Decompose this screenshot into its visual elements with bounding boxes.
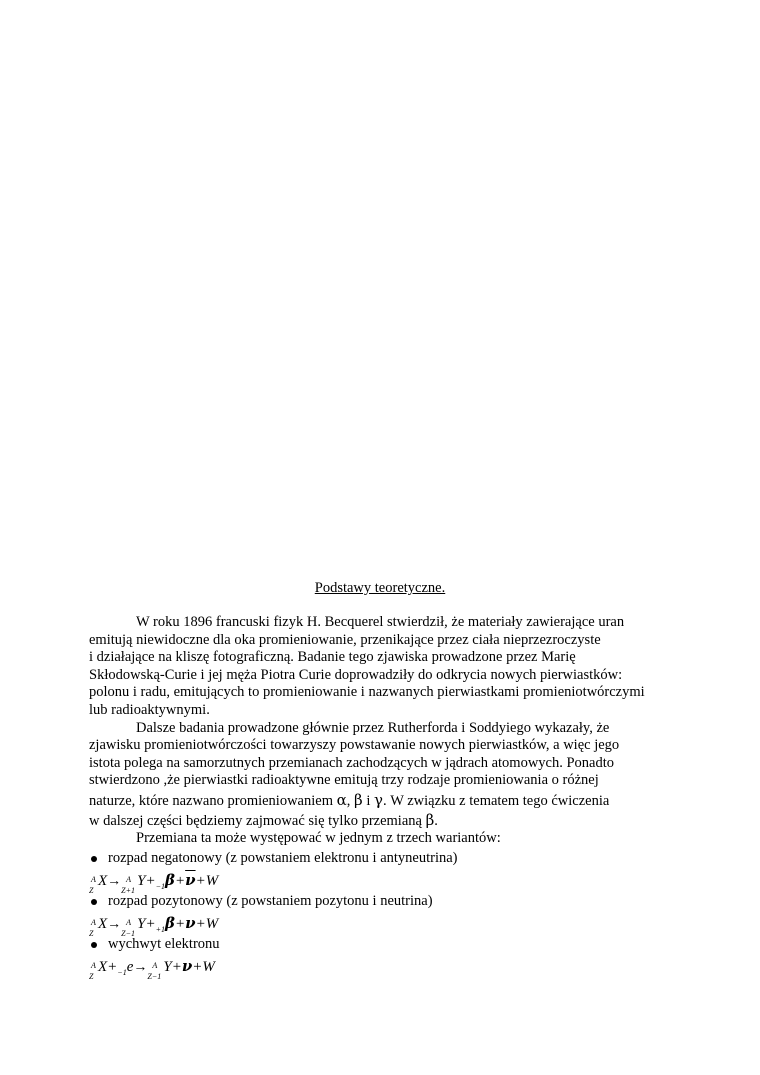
list-item bbox=[89, 848, 689, 869]
list-item bbox=[89, 934, 689, 955]
list-item bbox=[89, 891, 689, 912]
equation-electron-capture: A Z $X+_{-1}e\to$ A Z−1 Y+ν+W bbox=[89, 956, 215, 981]
bullet-icon bbox=[91, 942, 97, 948]
text-line: polonu i radu, emitujących to promieniowanie i nazwanych pierwiastkami promieniotwórczymi bbox=[89, 684, 645, 701]
text-line: i działające na kliszę fotograficzną. Badanie tego zjawiska prowadzone przez Marię bbox=[89, 649, 576, 666]
text-line: W roku 1896 francuski fizyk H. Becquerel stwierdził, że materiały zawierające uran bbox=[136, 614, 625, 630]
text-line: lub radioaktywnymi. bbox=[89, 701, 210, 718]
text-line: Skłodowską-Curie i jej męża Piotra Curie doprowadziły do odkrycia nowych pierwiastków: bbox=[89, 666, 623, 683]
text-line: Dalsze badania prowadzone głównie przez Rutherforda i Soddyiego wykazały, że bbox=[136, 719, 610, 736]
section-title: Podstawy teoretyczne. bbox=[314, 580, 446, 596]
text-line: zjawisku promieniotwórczości towarzyszy powstawanie nowych pierwiastków, a więc jego bbox=[89, 737, 620, 754]
text-line: Przemiana ta może występować w jednym z trzech wariantów: bbox=[136, 829, 501, 846]
bullet-icon bbox=[91, 856, 97, 862]
alpha-symbol: α bbox=[336, 790, 347, 809]
text-line bbox=[89, 810, 689, 830]
text-span: w dalszej części będziemy zajmować się tylko przemianą bbox=[89, 812, 426, 829]
text-line bbox=[89, 790, 689, 810]
text-line: istota polega na samorzutnych przemianach zachodzących w jądrach atomowych. Ponadto bbox=[89, 754, 615, 771]
beta-symbol: β bbox=[425, 810, 435, 829]
beta-symbol: β bbox=[354, 790, 363, 809]
list-item-label: wychwyt elektronu bbox=[108, 935, 220, 952]
text-span: i bbox=[362, 792, 374, 809]
equation-positon: A Z X→ A Z−1 $Y+_{+1}\beta+\nu+W$ bbox=[89, 913, 219, 938]
text-line: emitują niewidoczne dla oka promieniowanie, przenikające przez ciała nieprzezroczyste bbox=[89, 631, 601, 648]
body-text bbox=[89, 614, 689, 981]
text-span: naturze, które nazwano promieniowaniem bbox=[89, 792, 337, 809]
list-item-label: rozpad pozytonowy (z powstaniem pozytonu i neutrina) bbox=[108, 892, 433, 909]
text-span: , bbox=[346, 792, 355, 809]
bullet-icon bbox=[91, 899, 97, 905]
text-span: . W związku z tematem tego ćwiczenia bbox=[382, 792, 610, 809]
equation-negaton: A Z X→ A Z+1 $Y+_{-1}\beta+\overline{\nu}+W$ bbox=[89, 870, 219, 895]
list-item-label: rozpad negatonowy (z powstaniem elektronu i antyneutrina) bbox=[108, 849, 458, 866]
text-line: stwierdzono ,że pierwiastki radioaktywne emitują trzy rodzaje promieniowania o różnej bbox=[89, 772, 599, 789]
text-span: . bbox=[434, 812, 438, 829]
gamma-symbol: γ bbox=[373, 790, 383, 809]
